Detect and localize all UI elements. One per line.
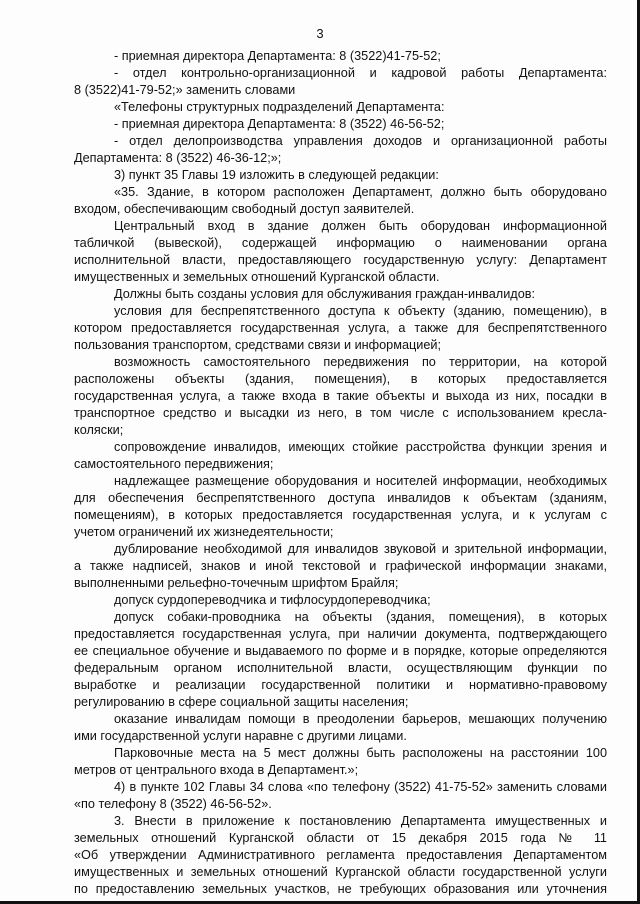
text-line: сопровождение инвалидов, имеющих стойкие расстройства функции зрения и [114,440,607,454]
text-line: - приемная директора Департамента: 8 (3522)41-75-52; [114,49,441,63]
text-line: 4) в пункте 102 Главы 34 слова «по телефону (3522) 41-75-52» заменить словами [114,780,607,794]
text-line: для обеспечения беспрепятственного доступа инвалидов к объектам (зданиям, [74,491,607,505]
text-line: «по телефону 8 (3522) 46-56-52». [74,797,272,811]
text-line: допуск сурдопереводчика и тифлосурдопереводчика; [114,593,431,607]
text-line: регулированию в сфере социальной защиты населения; [74,695,409,709]
text-line: государственная услуга, а также входа в такие объекты и выхода из них, посадки в [74,389,607,403]
text-line: выработке и реализации государственной политики и нормативно-правовому [74,678,607,692]
text-line: исполнительной власти, предоставляющего государственную услугу: Департамент [74,253,607,267]
text-line: самостоятельного передвижения; [74,457,274,471]
text-line: условия для беспрепятственного доступа к объекту (зданию, помещению), в [114,304,607,318]
document-body [74,48,607,898]
text-line: имущественных и земельных отношений Курганской области. [74,270,440,284]
text-line: входом, обеспечивающим свободный доступ заявителей. [74,202,415,216]
text-line: по предоставлению земельных участков, не требующих образования или уточнения [74,882,607,896]
text-line: расположены объекты (здания, помещения), в которых предоставляется [74,372,607,386]
text-line: 3. Внести в приложение к постановлению Департамента имущественных и [114,814,607,828]
text-line: выполненными рельефно-точечным шрифтом Брайля; [74,576,399,590]
text-line: учетом ограничений их жизнедеятельности; [74,525,334,539]
text-line: помещениям), в которых предоставляется государственная услуга, и к услугам с [74,508,607,522]
text-line: пользования транспортом, средствами связи и информацией; [74,338,442,352]
text-line: предоставляется государственная услуга, при наличии документа, подтверждающего [74,627,607,641]
text-line: метров от центрального входа в Департамент.»; [74,763,359,777]
text-line: возможность самостоятельного передвижения по территории, на которой [114,355,607,369]
text-line: Парковочные места на 5 мест должны быть расположены на расстоянии 100 [114,746,607,760]
text-line: Должны быть созданы условия для обслуживания граждан-инвалидов: [114,287,536,301]
text-line: «Телефоны структурных подразделений Департамента: [114,100,445,114]
text-line: - отдел контрольно-организационной и кадровой работы Департамента: [114,66,607,80]
text-line: - отдел делопроизводства управления доходов и организационной работы [114,134,607,148]
text-line: Центральный вход в здание должен быть оборудован информационной [114,219,607,233]
text-line: транспортное средство и высадки из него, в том числе с использованием кресла- [74,406,607,420]
text-line: Департамента: 8 (3522) 46-36-12;»; [74,151,282,165]
text-line: дублирование необходимой для инвалидов звуковой и зрительной информации, [114,542,607,556]
text-line: допуск собаки-проводника на объекты (здания, помещения), в которых [114,610,607,624]
text-line: 8 (3522)41-79-52;» заменить словами [74,83,296,97]
text-line: - приемная директора Департамента: 8 (3522) 46-56-52; [114,117,445,131]
text-line: «35. Здание, в котором расположен Департамент, должно быть оборудовано [114,185,607,199]
text-line: «Об утверждении Административного регламента предоставления Департаментом [74,848,607,862]
text-line: 3) пункт 35 Главы 19 изложить в следующей редакции: [114,168,439,182]
text-line: федеральным органом исполнительной власти, осуществляющим функции по [74,661,607,675]
text-line: имущественных и земельных отношений Курганской области государственной услуги [74,865,607,879]
text-line: табличкой (вывеской), содержащей информацию о наименовании органа [74,236,607,250]
text-line: ими государственной услуги наравне с другими лицами. [74,729,407,743]
text-line: ее специальное обучение и выдаваемого по форме и в порядке, которые определяются [74,644,607,658]
text-line: надлежащее размещение оборудования и носителей информации, необходимых [114,474,607,488]
text-line: коляски; [74,423,124,437]
text-line: оказание инвалидам помощи в преодолении барьеров, мешающих получению [114,712,607,726]
text-line: а также надписей, знаков и иной текстовой и графической информации знаками, [74,559,607,573]
text-line: котором предоставляется государственная услуга, а также для беспрепятственного [74,321,607,335]
text-line: земельных отношений Курганской области от 15 декабря 2015 года № 11 [74,831,607,845]
page-number: 3 [316,26,324,41]
